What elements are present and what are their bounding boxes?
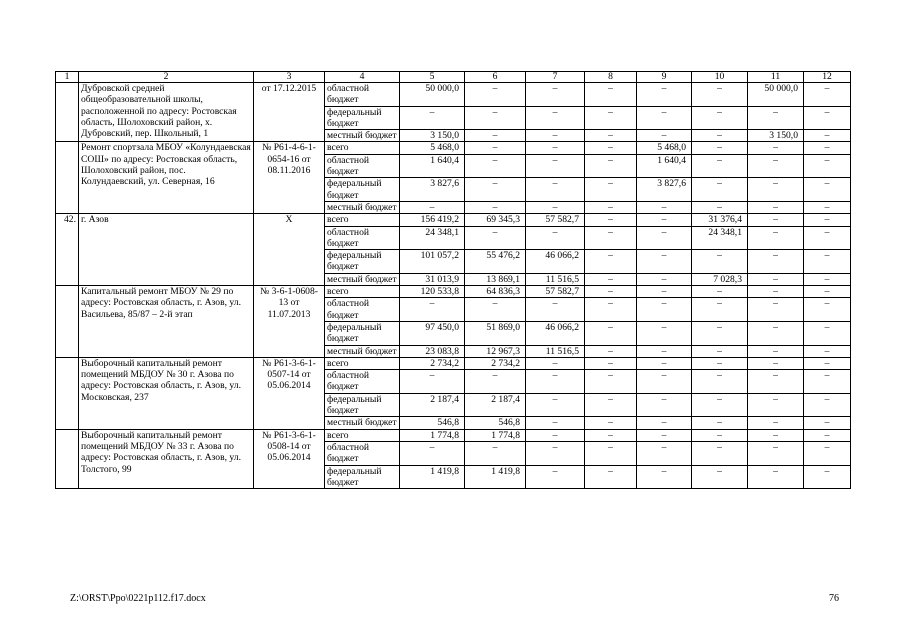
- amount-cell: 2 734,2: [465, 357, 526, 369]
- budget-table: [55, 71, 851, 489]
- funding-source: областной бюджет: [325, 154, 400, 178]
- amount-cell: –: [804, 130, 851, 142]
- amount-cell: –: [585, 286, 637, 298]
- funding-source: федеральный бюджет: [325, 465, 400, 489]
- funding-source: областной бюджет: [325, 370, 400, 394]
- amount-cell: –: [692, 345, 748, 357]
- amount-cell: –: [637, 417, 692, 429]
- object-name: Ремонт спортзала МБОУ «Колундаевская СОШ» по адресу: Ростовская область, Шолоховский район, пос. Колундаевский, ул. Северная, 16: [79, 142, 254, 214]
- amount-cell: 13 869,1: [465, 273, 526, 285]
- amount-cell: –: [585, 178, 637, 202]
- amount-cell: –: [804, 465, 851, 489]
- row-number: [56, 357, 79, 429]
- amount-cell: –: [637, 441, 692, 465]
- amount-cell: –: [692, 83, 748, 107]
- amount-cell: –: [804, 250, 851, 274]
- amount-cell: –: [585, 83, 637, 107]
- object-name: Выборочный капитальный ремонт помещений МБДОУ № 30 г. Азова по адресу: Ростовская область, г. Азов, ул. Московская, 237: [79, 357, 254, 429]
- document-ref: от 17.12.2015: [254, 83, 325, 142]
- amount-cell: –: [748, 106, 804, 130]
- amount-cell: –: [804, 393, 851, 417]
- amount-cell: –: [692, 286, 748, 298]
- amount-cell: –: [748, 298, 804, 322]
- column-number: 9: [637, 72, 692, 83]
- amount-cell: –: [748, 178, 804, 202]
- amount-cell: –: [637, 345, 692, 357]
- amount-cell: –: [400, 298, 465, 322]
- funding-source: всего: [325, 286, 400, 298]
- amount-cell: 1 419,8: [465, 465, 526, 489]
- amount-cell: –: [748, 393, 804, 417]
- amount-cell: 23 083,8: [400, 345, 465, 357]
- amount-cell: –: [637, 286, 692, 298]
- funding-source: федеральный бюджет: [325, 250, 400, 274]
- amount-cell: 2 187,4: [465, 393, 526, 417]
- amount-cell: –: [465, 142, 526, 154]
- amount-cell: –: [465, 106, 526, 130]
- amount-cell: –: [465, 370, 526, 394]
- amount-cell: –: [748, 250, 804, 274]
- amount-cell: –: [748, 345, 804, 357]
- amount-cell: –: [804, 286, 851, 298]
- amount-cell: 55 476,2: [465, 250, 526, 274]
- amount-cell: –: [637, 370, 692, 394]
- amount-cell: –: [692, 465, 748, 489]
- document-ref: № Р61-4-6-1-0654-16 от 08.11.2016: [254, 142, 325, 214]
- amount-cell: –: [585, 441, 637, 465]
- funding-source: всего: [325, 214, 400, 226]
- amount-cell: –: [804, 441, 851, 465]
- funding-source: областной бюджет: [325, 83, 400, 107]
- column-number: 1: [56, 72, 79, 83]
- funding-source: местный бюджет: [325, 345, 400, 357]
- table-row: [56, 83, 851, 107]
- row-number: [56, 286, 79, 358]
- document-ref: Х: [254, 214, 325, 286]
- amount-cell: –: [637, 321, 692, 345]
- amount-cell: –: [804, 417, 851, 429]
- amount-cell: –: [400, 370, 465, 394]
- amount-cell: –: [585, 393, 637, 417]
- amount-cell: 1 640,4: [400, 154, 465, 178]
- column-number-row: [56, 72, 851, 83]
- amount-cell: –: [692, 154, 748, 178]
- column-number: 8: [585, 72, 637, 83]
- amount-cell: –: [637, 357, 692, 369]
- funding-source: областной бюджет: [325, 298, 400, 322]
- column-number: 6: [465, 72, 526, 83]
- amount-cell: –: [526, 298, 585, 322]
- amount-cell: –: [526, 106, 585, 130]
- amount-cell: 3 150,0: [748, 130, 804, 142]
- amount-cell: –: [692, 250, 748, 274]
- amount-cell: –: [637, 250, 692, 274]
- amount-cell: –: [526, 226, 585, 250]
- object-name: Капитальный ремонт МБОУ № 29 по адресу: Ростовская область, г. Азов, ул. Васильева, 85/87 – 2-й этап: [79, 286, 254, 358]
- amount-cell: –: [637, 226, 692, 250]
- amount-cell: –: [804, 273, 851, 285]
- amount-cell: 1 774,8: [465, 429, 526, 441]
- amount-cell: –: [804, 429, 851, 441]
- column-number: 12: [804, 72, 851, 83]
- table-row: [56, 142, 851, 154]
- amount-cell: 2 734,2: [400, 357, 465, 369]
- funding-source: местный бюджет: [325, 417, 400, 429]
- amount-cell: –: [692, 298, 748, 322]
- amount-cell: 50 000,0: [748, 83, 804, 107]
- amount-cell: –: [400, 201, 465, 213]
- amount-cell: –: [400, 106, 465, 130]
- amount-cell: 31 013,9: [400, 273, 465, 285]
- amount-cell: –: [585, 226, 637, 250]
- amount-cell: –: [526, 142, 585, 154]
- amount-cell: –: [692, 142, 748, 154]
- amount-cell: –: [748, 214, 804, 226]
- column-number: 4: [325, 72, 400, 83]
- document-ref: № Р61-3-6-1-0507-14 от 05.06.2014: [254, 357, 325, 429]
- amount-cell: –: [692, 393, 748, 417]
- amount-cell: –: [804, 298, 851, 322]
- amount-cell: 120 533,8: [400, 286, 465, 298]
- amount-cell: –: [748, 465, 804, 489]
- amount-cell: –: [526, 429, 585, 441]
- amount-cell: –: [804, 106, 851, 130]
- amount-cell: –: [692, 130, 748, 142]
- object-name: Дубровской средней общеобразовательной школы, расположенной по адресу: Ростовская область, Шолоховский район, х. Дубровский, пер. Школьный, 1: [79, 83, 254, 142]
- amount-cell: –: [804, 345, 851, 357]
- amount-cell: –: [692, 178, 748, 202]
- amount-cell: 1 774,8: [400, 429, 465, 441]
- amount-cell: –: [748, 142, 804, 154]
- table-row: [56, 214, 851, 226]
- amount-cell: –: [400, 441, 465, 465]
- amount-cell: –: [748, 286, 804, 298]
- object-name: Выборочный капитальный ремонт помещений МБДОУ № 33 г. Азова по адресу: Ростовская область, г. Азов, ул. Толстого, 99: [79, 429, 254, 488]
- amount-cell: –: [692, 417, 748, 429]
- amount-cell: –: [637, 298, 692, 322]
- document-ref: № 3-6-1-0608-13 от 11.07.2013: [254, 286, 325, 358]
- amount-cell: 46 066,2: [526, 250, 585, 274]
- amount-cell: 57 582,7: [526, 286, 585, 298]
- amount-cell: –: [585, 130, 637, 142]
- row-number: [56, 142, 79, 214]
- funding-source: областной бюджет: [325, 226, 400, 250]
- page-number: 76: [829, 593, 839, 604]
- funding-source: местный бюджет: [325, 273, 400, 285]
- amount-cell: 101 057,2: [400, 250, 465, 274]
- amount-cell: 3 827,6: [400, 178, 465, 202]
- amount-cell: 2 187,4: [400, 393, 465, 417]
- amount-cell: –: [804, 154, 851, 178]
- amount-cell: 51 869,0: [465, 321, 526, 345]
- amount-cell: –: [526, 130, 585, 142]
- object-name: г. Азов: [79, 214, 254, 286]
- amount-cell: 24 348,1: [692, 226, 748, 250]
- amount-cell: –: [637, 106, 692, 130]
- amount-cell: 64 836,3: [465, 286, 526, 298]
- amount-cell: 1 640,4: [637, 154, 692, 178]
- amount-cell: –: [465, 83, 526, 107]
- amount-cell: –: [804, 142, 851, 154]
- funding-source: федеральный бюджет: [325, 393, 400, 417]
- amount-cell: 97 450,0: [400, 321, 465, 345]
- amount-cell: –: [585, 250, 637, 274]
- table-row: [56, 357, 851, 369]
- amount-cell: –: [637, 130, 692, 142]
- amount-cell: 5 468,0: [400, 142, 465, 154]
- funding-source: всего: [325, 357, 400, 369]
- document-ref: № Р61-3-6-1-0508-14 от 05.06.2014: [254, 429, 325, 488]
- amount-cell: –: [748, 429, 804, 441]
- amount-cell: –: [692, 429, 748, 441]
- amount-cell: –: [748, 201, 804, 213]
- amount-cell: –: [804, 201, 851, 213]
- amount-cell: 24 348,1: [400, 226, 465, 250]
- amount-cell: –: [526, 201, 585, 213]
- amount-cell: –: [585, 429, 637, 441]
- amount-cell: –: [585, 298, 637, 322]
- column-number: 11: [748, 72, 804, 83]
- amount-cell: –: [637, 273, 692, 285]
- amount-cell: 546,8: [400, 417, 465, 429]
- amount-cell: –: [526, 465, 585, 489]
- amount-cell: –: [585, 370, 637, 394]
- amount-cell: –: [526, 83, 585, 107]
- amount-cell: –: [692, 441, 748, 465]
- amount-cell: –: [465, 201, 526, 213]
- amount-cell: 11 516,5: [526, 345, 585, 357]
- amount-cell: –: [585, 417, 637, 429]
- column-number: 2: [79, 72, 254, 83]
- amount-cell: –: [526, 154, 585, 178]
- amount-cell: –: [585, 106, 637, 130]
- amount-cell: –: [465, 441, 526, 465]
- amount-cell: –: [804, 83, 851, 107]
- amount-cell: –: [585, 273, 637, 285]
- amount-cell: –: [637, 83, 692, 107]
- amount-cell: –: [804, 226, 851, 250]
- amount-cell: –: [748, 226, 804, 250]
- amount-cell: –: [526, 393, 585, 417]
- amount-cell: –: [585, 357, 637, 369]
- amount-cell: –: [804, 357, 851, 369]
- column-number: 10: [692, 72, 748, 83]
- amount-cell: –: [526, 370, 585, 394]
- amount-cell: 7 028,3: [692, 273, 748, 285]
- amount-cell: –: [465, 154, 526, 178]
- amount-cell: –: [637, 201, 692, 213]
- amount-cell: –: [748, 154, 804, 178]
- amount-cell: –: [637, 214, 692, 226]
- amount-cell: –: [748, 370, 804, 394]
- funding-source: федеральный бюджет: [325, 321, 400, 345]
- amount-cell: 1 419,8: [400, 465, 465, 489]
- funding-source: всего: [325, 142, 400, 154]
- funding-source: федеральный бюджет: [325, 178, 400, 202]
- column-number: 5: [400, 72, 465, 83]
- funding-source: местный бюджет: [325, 130, 400, 142]
- amount-cell: –: [692, 357, 748, 369]
- amount-cell: –: [637, 429, 692, 441]
- amount-cell: –: [585, 154, 637, 178]
- amount-cell: –: [692, 321, 748, 345]
- amount-cell: 46 066,2: [526, 321, 585, 345]
- funding-source: федеральный бюджет: [325, 106, 400, 130]
- amount-cell: –: [465, 130, 526, 142]
- table-row: [56, 429, 851, 441]
- amount-cell: –: [585, 142, 637, 154]
- amount-cell: –: [585, 465, 637, 489]
- amount-cell: –: [748, 321, 804, 345]
- row-number: [56, 429, 79, 488]
- amount-cell: –: [465, 178, 526, 202]
- amount-cell: –: [692, 201, 748, 213]
- amount-cell: –: [637, 393, 692, 417]
- amount-cell: –: [804, 214, 851, 226]
- amount-cell: 546,8: [465, 417, 526, 429]
- amount-cell: 69 345,3: [465, 214, 526, 226]
- amount-cell: –: [526, 357, 585, 369]
- amount-cell: 3 150,0: [400, 130, 465, 142]
- amount-cell: –: [804, 178, 851, 202]
- table-body: [56, 72, 851, 489]
- amount-cell: –: [637, 465, 692, 489]
- amount-cell: –: [526, 417, 585, 429]
- funding-source: местный бюджет: [325, 201, 400, 213]
- amount-cell: 57 582,7: [526, 214, 585, 226]
- amount-cell: 156 419,2: [400, 214, 465, 226]
- row-number: 42.: [56, 214, 79, 286]
- amount-cell: –: [585, 201, 637, 213]
- amount-cell: –: [465, 226, 526, 250]
- funding-source: областной бюджет: [325, 441, 400, 465]
- amount-cell: 12 967,3: [465, 345, 526, 357]
- amount-cell: –: [748, 273, 804, 285]
- amount-cell: –: [526, 441, 585, 465]
- amount-cell: 50 000,0: [400, 83, 465, 107]
- amount-cell: –: [748, 417, 804, 429]
- amount-cell: –: [804, 370, 851, 394]
- amount-cell: 3 827,6: [637, 178, 692, 202]
- amount-cell: –: [465, 298, 526, 322]
- column-number: 3: [254, 72, 325, 83]
- amount-cell: –: [748, 441, 804, 465]
- funding-source: всего: [325, 429, 400, 441]
- amount-cell: 31 376,4: [692, 214, 748, 226]
- amount-cell: –: [585, 345, 637, 357]
- amount-cell: 11 516,5: [526, 273, 585, 285]
- amount-cell: 5 468,0: [637, 142, 692, 154]
- amount-cell: –: [585, 214, 637, 226]
- amount-cell: –: [692, 106, 748, 130]
- amount-cell: –: [692, 370, 748, 394]
- column-number: 7: [526, 72, 585, 83]
- amount-cell: –: [748, 357, 804, 369]
- amount-cell: –: [804, 321, 851, 345]
- table-row: [56, 286, 851, 298]
- amount-cell: –: [526, 178, 585, 202]
- file-path: Z:\ORST\Ppo\0221p112.f17.docx: [70, 593, 206, 604]
- row-number: [56, 83, 79, 142]
- amount-cell: –: [585, 321, 637, 345]
